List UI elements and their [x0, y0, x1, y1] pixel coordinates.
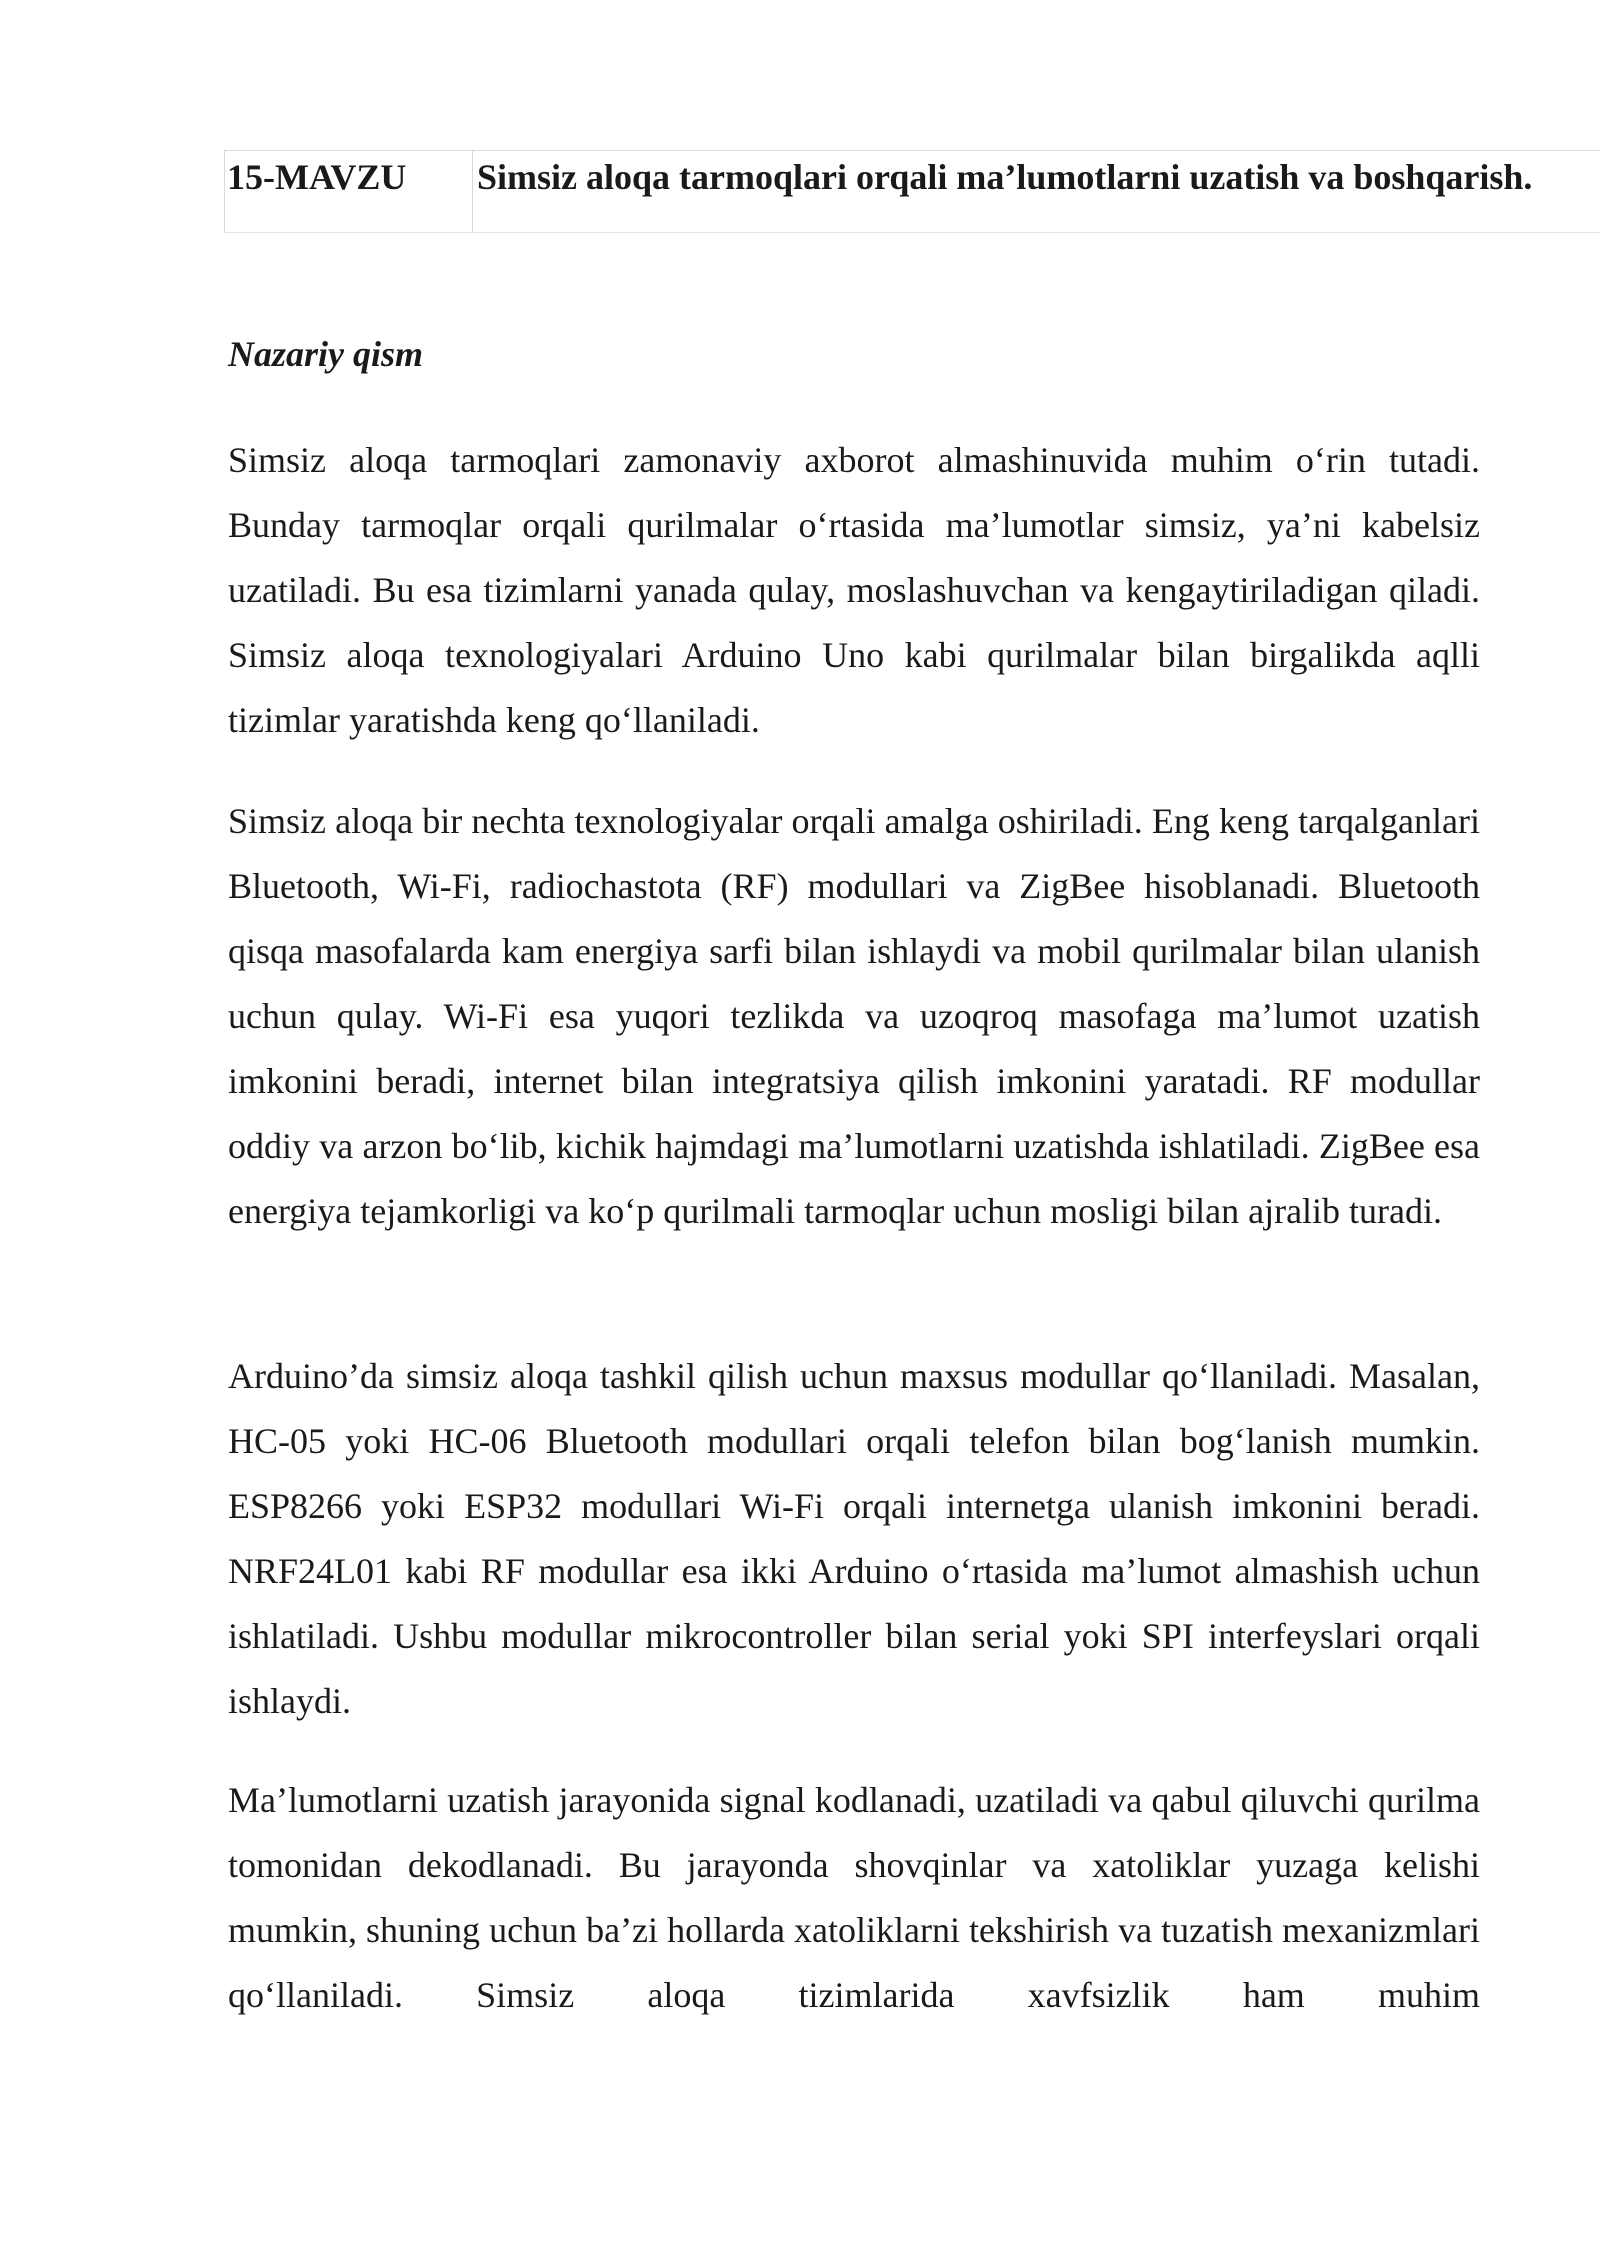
- topic-header-table: [224, 150, 1600, 233]
- paragraph: Ma’lumotlarni uzatish jarayonida signal kodlanadi, uzatiladi va qabul qiluvchi qurilma tomonidan dekodlanadi. Bu jarayonda shovqinlar va xatoliklar yuzaga kelishi mumkin, shuning uchun ba’zi hollarda xatoliklarni tekshirish va tuzatish mexanizmlari qo‘llaniladi. Simsiz aloqa tizimlarida xavfsizlik ham muhim: [228, 1780, 1480, 2015]
- topic-number: 15-MAVZU: [225, 151, 473, 233]
- section-heading: Nazariy qism: [228, 334, 424, 374]
- paragraph: Simsiz aloqa tarmoqlari zamonaviy axborot almashinuvida muhim o‘rin tutadi. Bunday tarmoqlar orqali qurilmalar o‘rtasida ma’lumotlar simsiz, ya’ni kabelsiz uzatiladi. Bu esa tizimlarni yanada qulay, moslashuvchan va kengaytiriladigan qiladi. Simsiz aloqa texnologiyalari Arduino Uno kabi qurilmalar bilan birgalikda aqlli tizimlar yaratishda keng qo‘llaniladi.: [228, 440, 1480, 740]
- topic-title: Simsiz aloqa tarmoqlari orqali ma’lumotlarni uzatish va boshqarish.: [473, 151, 1600, 233]
- paragraph: Arduino’da simsiz aloqa tashkil qilish uchun maxsus modullar qo‘llaniladi. Masalan, HC-05 yoki HC-06 Bluetooth modullari orqali telefon bilan bog‘lanish mumkin. ESP8266 yoki ESP32 modullari Wi-Fi orqali internetga ulanish imkonini beradi. NRF24L01 kabi RF modullar esa ikki Arduino o‘rtasida ma’lumot almashish uchun ishlatiladi. Ushbu modullar mikrocontroller bilan serial yoki SPI interfeyslari orqali ishlaydi.: [228, 1356, 1480, 1721]
- paragraph: Simsiz aloqa bir nechta texnologiyalar orqali amalga oshiriladi. Eng keng tarqalganlari Bluetooth, Wi-Fi, radiochastota (RF) modullari va ZigBee hisoblanadi. Bluetooth qisqa masofalarda kam energiya sarfi bilan ishlaydi va mobil qurilmalar bilan ulanish uchun qulay. Wi-Fi esa yuqori tezlikda va uzoqroq masofaga ma’lumot uzatish imkonini beradi, internet bilan integratsiya qilish imkonini yaratadi. RF modullar oddiy va arzon bo‘lib, kichik hajmdagi ma’lumotlarni uzatishda ishlatiladi. ZigBee esa energiya tejamkorligi va ko‘p qurilmali tarmoqlar uchun mosligi bilan ajralib turadi.: [228, 801, 1480, 1231]
